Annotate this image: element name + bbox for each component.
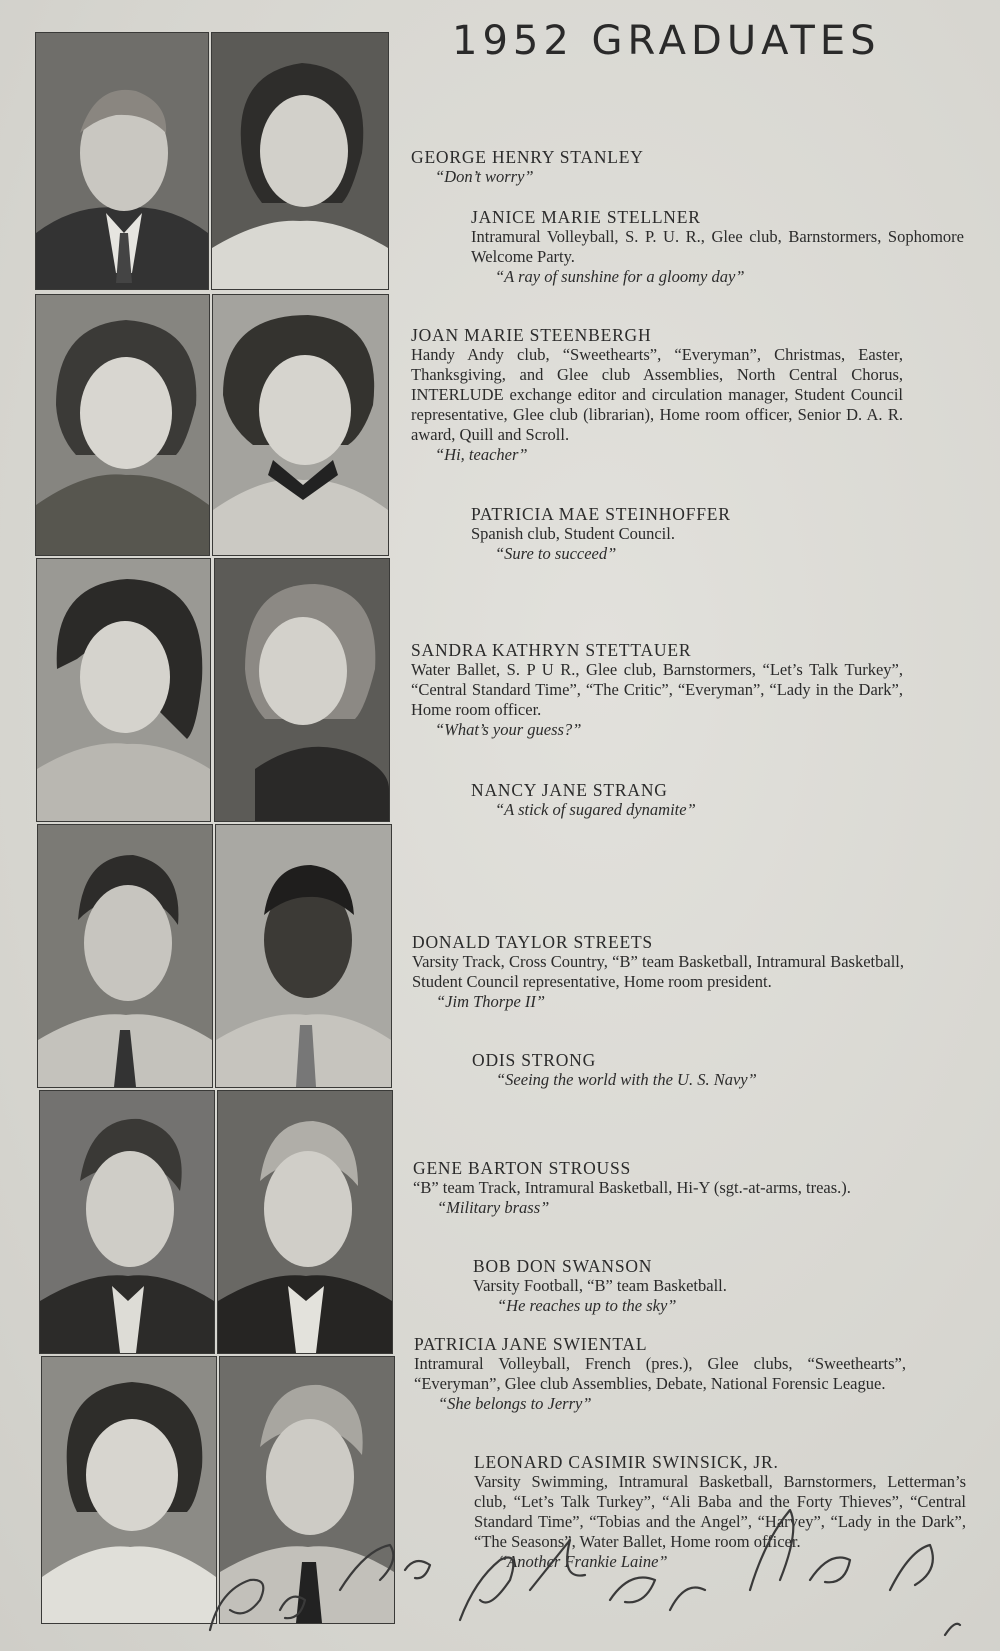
student-activities: Varsity Swimming, Intramural Basketball, Barnstormers, Letterman’s club, “Let’s Talk Turkey”, “Ali Baba and the Forty Thieves”, “Central Standard Time”, “Tobias and the Angel”, “Harvey”, “Lady in the Dark”, “The Seasons”, Water Ballet, Home room officer. [474, 1472, 966, 1551]
student-quote: “He reaches up to the sky” [497, 1296, 677, 1315]
student-activities: Handy Andy club, “Sweethearts”, “Everyman”, Christmas, Easter, Thanksgiving, and Glee club Assemblies, North Central Chorus, INTERLUDE exchange editor and circulation manager, Student Council representative, Glee club (librarian), Home room officer, Senior D. A. R. award, Quill and Scroll. [411, 345, 903, 444]
entry-nancy-strang [471, 780, 941, 820]
student-name: PATRICIA MAE STEINHOFFER [471, 504, 731, 524]
student-name: PATRICIA JANE SWIENTAL [414, 1334, 648, 1354]
entry-joan-steenbergh [411, 325, 903, 465]
entry-leonard-swinsick [474, 1452, 966, 1572]
student-activities: Intramural Volleyball, S. P. U. R., Glee club, Barnstormers, Sophomore Welcome Party. [471, 227, 964, 266]
portrait-patricia-steinhoffer [212, 294, 389, 556]
portrait-donald-streets [37, 824, 213, 1088]
portrait-nancy-strang [214, 558, 390, 822]
portrait-bob-swanson [217, 1090, 393, 1354]
portrait-leonard-swinsick [219, 1356, 395, 1624]
student-quote: “Sure to succeed” [495, 544, 617, 563]
student-quote: “Hi, teacher” [435, 445, 528, 464]
student-activities: Varsity Track, Cross Country, “B” team Basketball, Intramural Basketball, Student Council representative, Home room president. [412, 952, 904, 991]
entry-patricia-swiental [414, 1334, 906, 1414]
entry-gene-strouss [413, 1158, 905, 1218]
portrait-janice-stellner [211, 32, 389, 290]
student-quote: “She belongs to Jerry” [438, 1394, 592, 1413]
student-name: BOB DON SWANSON [473, 1256, 653, 1276]
entry-patricia-steinhoffer [471, 504, 941, 564]
student-quote: “Seeing the world with the U. S. Navy” [496, 1070, 757, 1089]
student-quote: “A ray of sunshine for a gloomy day” [495, 267, 745, 286]
entry-odis-strong [472, 1050, 942, 1090]
entry-donald-streets [412, 932, 904, 1012]
student-name: ODIS STRONG [472, 1050, 597, 1070]
student-name: GEORGE HENRY STANLEY [411, 147, 644, 167]
portrait-gene-strouss [39, 1090, 215, 1354]
student-activities: Water Ballet, S. P U R., Glee club, Barnstormers, “Let’s Talk Turkey”, “Central Standard Time”, “The Critic”, “Everyman”, “Lady in the Dark”, Home room officer. [411, 660, 903, 719]
student-activities: Varsity Football, “B” team Basketball. [473, 1276, 727, 1295]
student-quote: “A stick of sugared dynamite” [495, 800, 696, 819]
page-title: 1952 GRADUATES [452, 18, 881, 64]
entry-janice-stellner [471, 207, 964, 287]
student-quote: “Don’t worry” [435, 167, 534, 186]
student-quote: “Military brass” [437, 1198, 550, 1217]
student-activities: Spanish club, Student Council. [471, 524, 675, 543]
student-name: DONALD TAYLOR STREETS [412, 932, 653, 952]
student-name: SANDRA KATHRYN STETTAUER [411, 640, 692, 660]
entry-george-stanley [411, 147, 881, 187]
student-activities: Intramural Volleyball, French (pres.), Glee clubs, “Sweethearts”, “Everyman”, Glee club Assemblies, Debate, National Forensic League. [414, 1354, 906, 1393]
student-quote: “Another Frankie Laine” [498, 1552, 668, 1571]
student-quote: “What’s your guess?” [435, 720, 582, 739]
entry-bob-swanson [473, 1256, 943, 1316]
portrait-sandra-stettauer [36, 558, 211, 822]
entry-sandra-stettauer [411, 640, 903, 740]
student-name: GENE BARTON STROUSS [413, 1158, 632, 1178]
student-activities: “B” team Track, Intramural Basketball, Hi-Y (sgt.-at-arms, treas.). [413, 1178, 851, 1197]
portrait-odis-strong [215, 824, 392, 1088]
portrait-joan-steenbergh [35, 294, 210, 556]
student-name: LEONARD CASIMIR SWINSICK, JR. [474, 1452, 779, 1472]
student-name: JANICE MARIE STELLNER [471, 207, 701, 227]
student-quote: “Jim Thorpe II” [436, 992, 546, 1011]
portrait-patricia-swiental [41, 1356, 217, 1624]
student-name: JOAN MARIE STEENBERGH [411, 325, 652, 345]
student-name: NANCY JANE STRANG [471, 780, 668, 800]
portrait-george-stanley [35, 32, 209, 290]
